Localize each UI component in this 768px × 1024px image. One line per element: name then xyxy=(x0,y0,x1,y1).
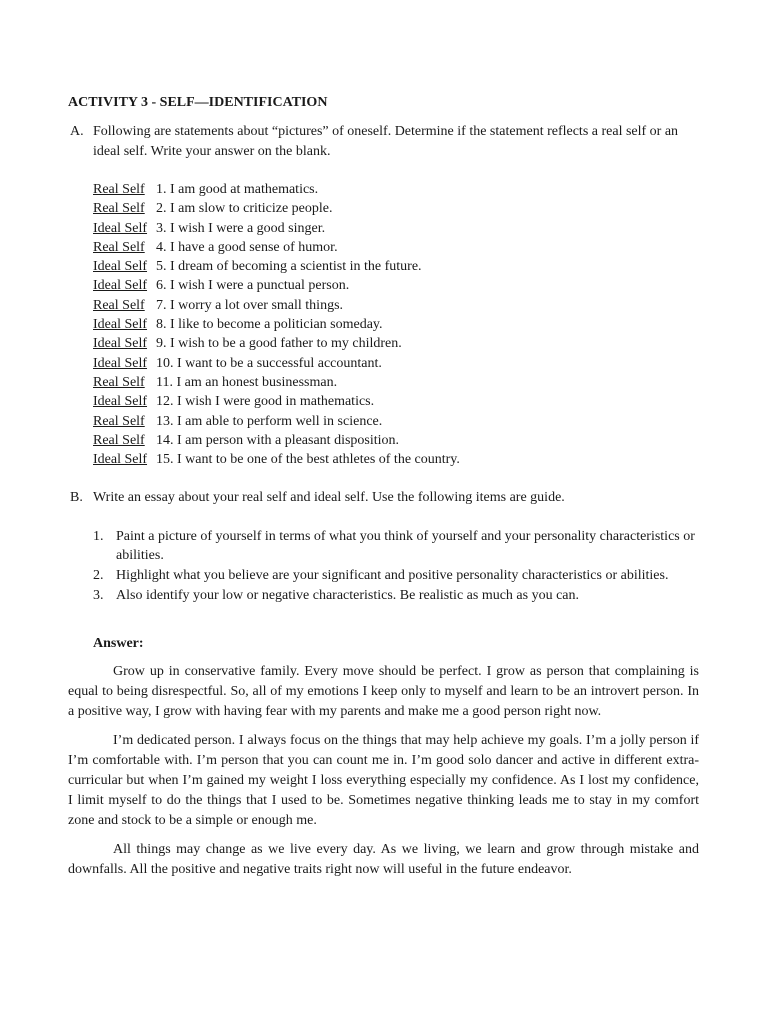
section-b-instruction: Write an essay about your real self and ideal self. Use the following items are guide. xyxy=(93,490,565,505)
answer-blank: Ideal Self xyxy=(93,317,148,333)
statement-text: 6. I wish I were a punctual person. xyxy=(156,278,350,294)
statement-text: 5. I dream of becoming a scientist in the future. xyxy=(156,259,422,275)
statement-list xyxy=(93,180,693,469)
statement-text: 9. I wish to be a good father to my children. xyxy=(156,336,402,352)
statement-text: 8. I like to become a politician someday. xyxy=(156,317,383,333)
section-a-marker: A. xyxy=(70,124,84,139)
statement-item xyxy=(93,450,693,469)
statement-item xyxy=(93,257,693,276)
answer-blank: Ideal Self xyxy=(93,394,148,410)
statement-text: 4. I have a good sense of humor. xyxy=(156,239,338,255)
essay-paragraph: All things may change as we live every day. As we living, we learn and grow through mistake and downfalls. All the positive and negative traits right now will useful in the future endeavor. xyxy=(68,842,699,877)
statement-item xyxy=(93,276,693,295)
statement-item xyxy=(93,219,693,238)
statement-text: 11. I am an honest businessman. xyxy=(156,374,338,390)
answer-blank: Real Self xyxy=(93,239,145,255)
section-a xyxy=(68,122,703,162)
section-a-instruction: Following are statements about “pictures” of oneself. Determine if the statement reflects a real self or an ideal self. Write your answer on the blank. xyxy=(93,124,679,159)
statement-item xyxy=(93,199,693,218)
section-b-marker: B. xyxy=(70,490,83,505)
statement-text: 12. I wish I were good in mathematics. xyxy=(156,394,375,410)
answer-blank: Real Self xyxy=(93,374,145,390)
guide-number: 3. xyxy=(93,588,104,603)
essay-body xyxy=(68,662,699,889)
statement-text: 2. I am slow to criticize people. xyxy=(156,201,333,217)
answer-blank: Ideal Self xyxy=(93,220,148,236)
guide-number: 1. xyxy=(93,529,104,544)
statement-item xyxy=(93,412,693,431)
answer-blank: Ideal Self xyxy=(93,278,148,294)
answer-blank: Ideal Self xyxy=(93,355,148,371)
answer-blank: Real Self xyxy=(93,413,145,429)
statement-item xyxy=(93,180,693,199)
statement-item xyxy=(93,315,693,334)
statement-item xyxy=(93,373,693,392)
answer-blank: Ideal Self xyxy=(93,336,148,352)
statement-text: 13. I am able to perform well in science. xyxy=(156,413,383,429)
answer-blank: Real Self xyxy=(93,182,145,197)
statement-item xyxy=(93,296,693,315)
statement-text: 7. I worry a lot over small things. xyxy=(156,297,344,313)
guide-item xyxy=(93,586,703,605)
essay-paragraph: Grow up in conservative family. Every move should be perfect. I grow as person that complaining is equal to being disrespectful. So, all of my emotions I keep only to myself and learn to be an introvert person. In a positive way, I grow with having fear with my parents and make me a good person right now. xyxy=(68,664,699,719)
answer-blank: Ideal Self xyxy=(93,259,148,275)
answer-blank: Real Self xyxy=(93,297,145,313)
statement-item xyxy=(93,354,693,373)
answer-blank: Real Self xyxy=(93,432,145,448)
guide-text: Also identify your low or negative characteristics. Be realistic as much as you can. xyxy=(116,588,580,603)
section-b xyxy=(68,488,703,508)
guide-number: 2. xyxy=(93,568,104,583)
statement-text: 10. I want to be a successful accountant. xyxy=(156,355,382,371)
guide-text: Paint a picture of yourself in terms of what you think of yourself and your personality characteristics or abilities. xyxy=(116,529,695,563)
essay-paragraph: I’m dedicated person. I always focus on the things that may help achieve my goals. I’m a jolly person if I’m comfortable with. I’m person that you can count me in. I’m good solo dancer and active in different extra-curricular but when I’m gained my weight I loss everything especially my confidence. As I lost my confidence, I limit myself to do the things that I used to be. Sometimes negative thinking leads me to stay in my comfort zone and stock to be a simple or enough me. xyxy=(68,733,699,828)
statement-item xyxy=(93,334,693,353)
statement-text: 3. I wish I were a good singer. xyxy=(156,220,326,236)
answer-blank: Real Self xyxy=(93,201,145,217)
statement-text: 1. I am good at mathematics. xyxy=(156,182,319,197)
activity-title: ACTIVITY 3 - SELF—IDENTIFICATION xyxy=(68,95,328,110)
statement-item xyxy=(93,238,693,257)
guide-item xyxy=(93,527,703,565)
guide-item xyxy=(93,566,703,585)
answer-blank: Ideal Self xyxy=(93,452,148,468)
answer-label: Answer: xyxy=(93,636,144,651)
statement-text: 15. I want to be one of the best athletes of the country. xyxy=(156,452,460,468)
guide-text: Highlight what you believe are your significant and positive personality characteristics or abilities. xyxy=(116,568,669,583)
statement-item xyxy=(93,431,693,450)
statement-item xyxy=(93,392,693,411)
guide-list xyxy=(93,527,703,606)
statement-text: 14. I am person with a pleasant disposition. xyxy=(156,432,400,448)
